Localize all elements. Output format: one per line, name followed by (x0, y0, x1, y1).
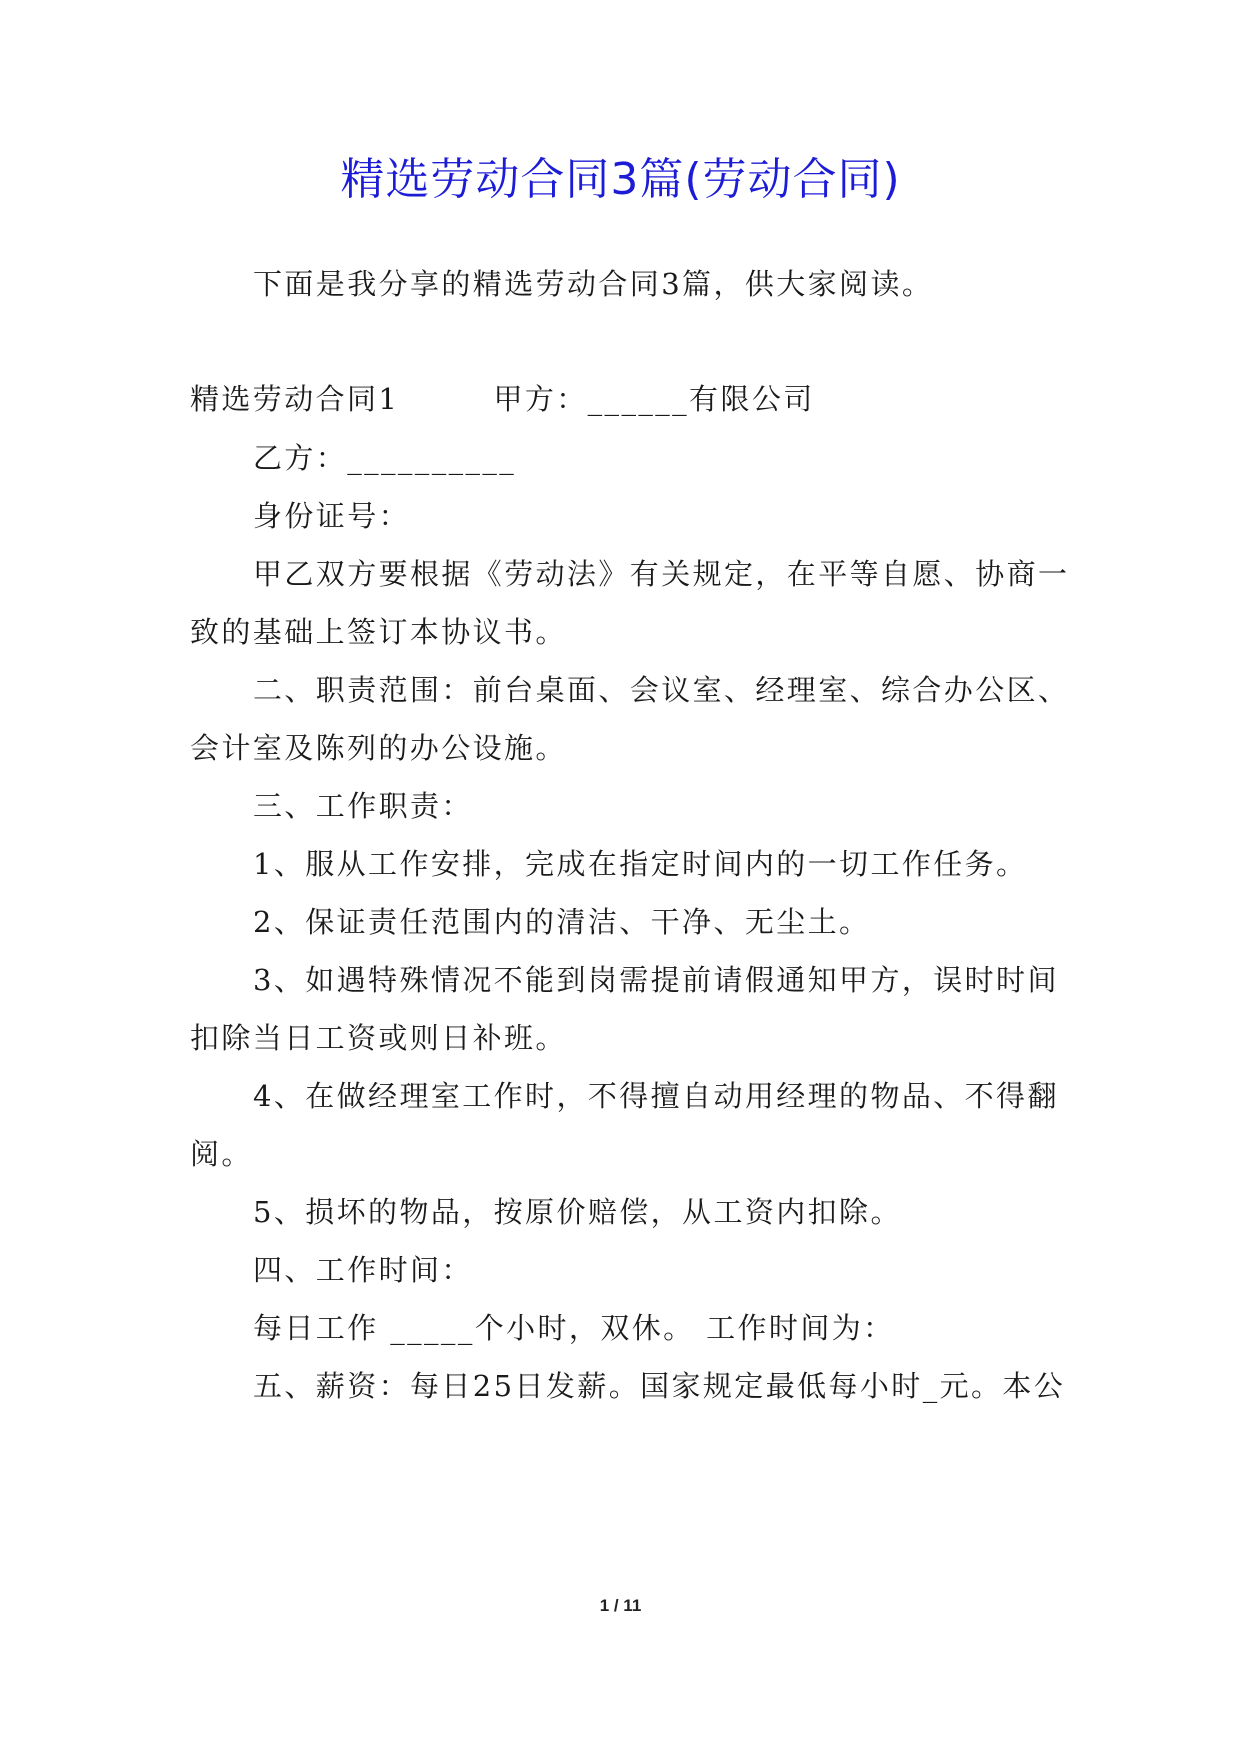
list-item: 5、损坏的物品，按原价赔偿，从工资内扣除。 (253, 1195, 902, 1229)
paragraph-line: 二、职责范围：前台桌面、会议室、经理室、综合办公区、 (253, 673, 1070, 707)
paragraph-line: 甲乙双方要根据《劳动法》有关规定，在平等自愿、协商一 (253, 557, 1070, 591)
section-heading: 四、工作时间： (253, 1253, 473, 1287)
page-number: 1 / 11 (599, 1596, 642, 1615)
section-heading: 三、工作职责： (253, 789, 473, 823)
list-item-continuation: 阅。 (190, 1137, 253, 1171)
paragraph-line: 五、薪资：每日25日发薪。国家规定最低每小时_元。本公 (253, 1369, 1066, 1403)
list-item: 3、如遇特殊情况不能到岗需提前请假通知甲方，误时时间 (253, 963, 1059, 997)
intro-paragraph: 下面是我分享的精选劳动合同3篇，供大家阅读。 (253, 267, 934, 301)
list-item: 4、在做经理室工作时，不得擅自动用经理的物品、不得翻 (253, 1079, 1059, 1113)
document-title: 精选劳动合同3篇(劳动合同) (340, 154, 901, 205)
paragraph-line: 每日工作 _____个小时，双休。 工作时间为： (253, 1311, 895, 1345)
list-item: 2、保证责任范围内的清洁、干净、无尘土。 (253, 905, 871, 939)
contract-heading-line: 精选劳动合同1 甲方：______有限公司 (190, 382, 815, 416)
id-number-line: 身份证号： (253, 499, 411, 533)
list-item-continuation: 扣除当日工资或则日补班。 (190, 1021, 567, 1055)
party-b-line: 乙方：__________ (253, 441, 517, 475)
paragraph-line: 会计室及陈列的办公设施。 (190, 731, 567, 765)
paragraph-line: 致的基础上签订本协议书。 (190, 615, 567, 649)
list-item: 1、服从工作安排，完成在指定时间内的一切工作任务。 (253, 847, 1028, 881)
